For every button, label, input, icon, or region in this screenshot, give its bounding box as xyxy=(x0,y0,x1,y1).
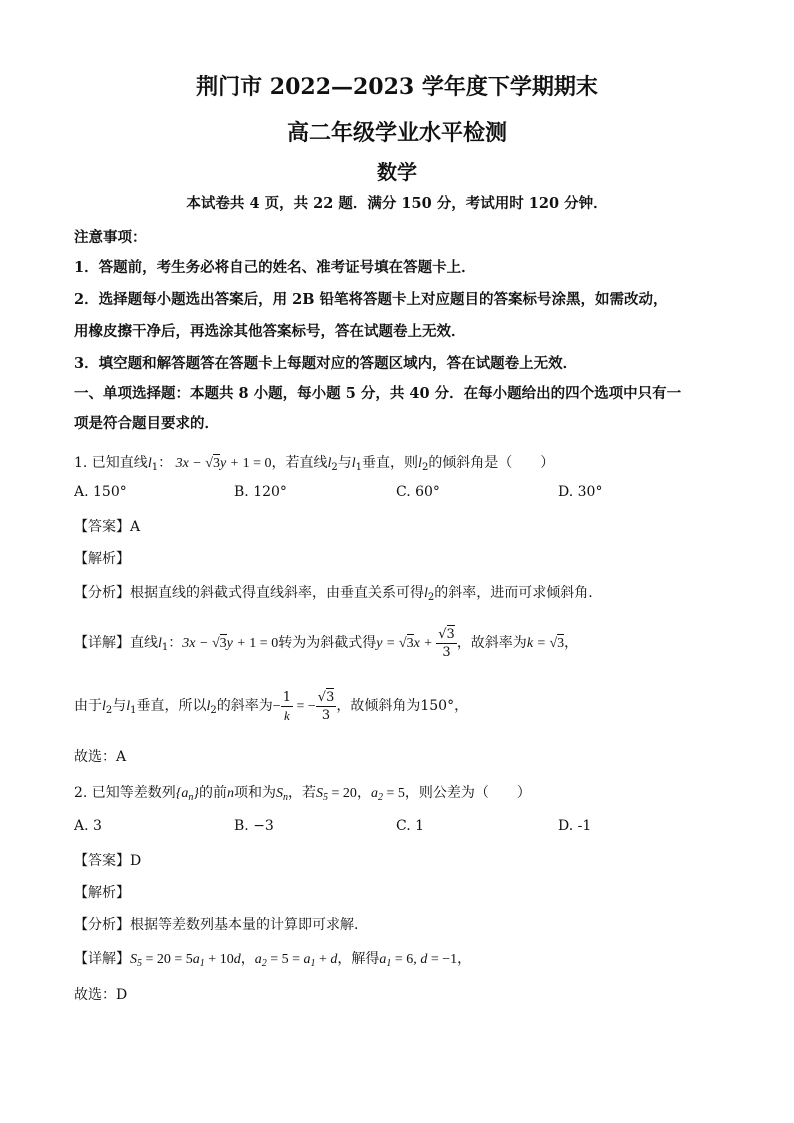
question-1-stem: 1. 已知直线$l_1$： 3x − √3y + 1 = 0，若直线$l_2$与$l_1$垂直，则$l_2$的倾斜角是（ ） xyxy=(74,455,555,473)
question-1-option-c: C. 60° xyxy=(396,484,440,500)
question-2-option-a: A. 3 xyxy=(74,818,102,834)
question-2-option-b: B. −3 xyxy=(234,818,274,834)
question-2-fenxi: 【分析】根据等差数列基本量的计算即可求解. xyxy=(74,917,359,933)
question-2-analysis-label: 【解析】 xyxy=(74,885,130,901)
question-2-stem: 2. 已知等差数列$\{a_n\}$的前n项和为$S_n$，若$S_5 = 20$，$a_2 = 5$，则公差为（ ） xyxy=(74,785,531,803)
question-2-answer: 【答案】D xyxy=(74,853,142,869)
note-item-2: 2．选择题每小题选出答案后，用 2B 铅笔将答题卡上对应题目的答案标号涂黑，如需改动， xyxy=(74,291,668,308)
section-heading: 一、单项选择题：本题共 8 小题，每小题 5 分，共 40 分．在每小题给出的四个选项中只有一 xyxy=(74,385,682,402)
notes-heading: 注意事项： xyxy=(74,229,147,246)
question-1-analysis-label: 【解析】 xyxy=(74,551,130,567)
question-2-option-c: C. 1 xyxy=(396,818,425,834)
exam-intro: 本试卷共 4 页，共 22 题．满分 150 分，考试用时 120 分钟． xyxy=(186,195,608,212)
question-1-detail-line2: 由于$l_2$与$l_1$垂直，所以$l_2$的斜率为− $\frac{1}{k}$ = − $\frac{√3}{3}$ ，故倾斜角为150°， xyxy=(74,689,469,723)
question-1-choice: 故选：A xyxy=(74,749,127,765)
note-item-2-cont: 用橡皮擦干净后，再选涂其他答案标号，答在试题卷上无效． xyxy=(74,323,466,340)
question-1-fenxi: 【分析】根据直线的斜截式得直线斜率，由垂直关系可得$l_2$的斜率，进而可求倾斜角. xyxy=(74,585,593,603)
question-1-answer: 【答案】A xyxy=(74,519,141,535)
question-1-detail: 【详解】直线$l_1$：3x − √3y + 1 = 0转为为斜截式得y = √3x + $\frac{√3}{3}$ ，故斜率为k = √3， xyxy=(74,626,579,660)
question-1-option-d: D. 30° xyxy=(558,484,603,500)
question-2-option-d: D. -1 xyxy=(558,818,592,834)
section-heading-cont: 项是符合题目要求的． xyxy=(74,415,219,432)
question-2-detail: 【详解】$S_5 = 20 = 5a_1 + 10d$，$a_2 = 5 = a_1 + d$，解得$a_1 = 6$, d = −1， xyxy=(74,951,472,969)
exam-subject: 数学 xyxy=(377,160,417,184)
note-item-1: 1．答题前，考生务必将自己的姓名、准考证号填在答题卡上． xyxy=(74,259,476,276)
note-item-3: 3．填空题和解答题答在答题卡上每题对应的答题区域内，答在试题卷上无效． xyxy=(74,355,578,372)
question-1-option-b: B. 120° xyxy=(234,484,287,500)
question-1-option-a: A. 150° xyxy=(74,484,127,500)
exam-title-line1: 荆门市 2022—2023 学年度下学期期末 xyxy=(196,74,598,100)
question-2-choice: 故选：D xyxy=(74,987,128,1003)
exam-title-line2: 高二年级学业水平检测 xyxy=(286,120,507,146)
